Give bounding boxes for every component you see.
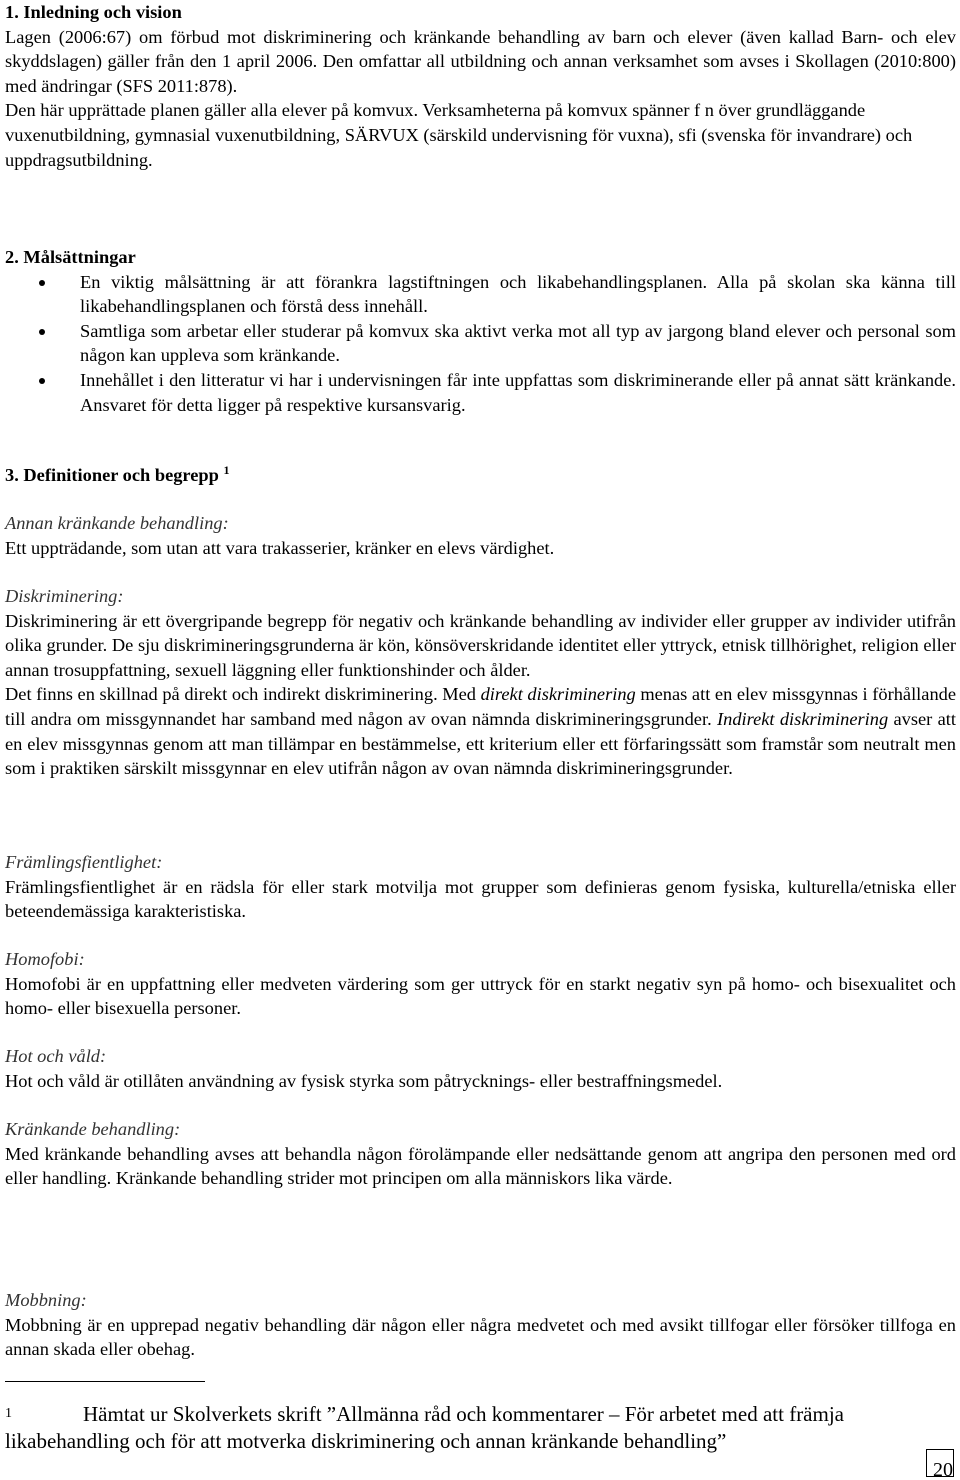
definition-annan-krankande: Ett uppträdande, som utan att vara trakasserier, kränker en elevs värdighet.	[5, 537, 555, 558]
footnote-text: Hämtat ur Skolverkets skrift ”Allmänna råd och kommentarer – För arbetet med att främja likabehandling och för att motverka diskriminering och annan kränkande behandling”	[5, 1402, 844, 1453]
intro-paragraph-law: Lagen (2006:67) om förbud mot diskriminering och kränkande behandling av barn och elever (även kallad Barn- och elev skyddslagen) gäller från den 1 april 2006. Den omfattar all utbildning och annan verksamhet som avses i Skollagen (2010:800) med ändringar (SFS 2011:878).	[5, 26, 956, 96]
definition-framlingsfientlighet: Främlingsfientlighet är en rädsla för eller stark motvilja mot grupper som definieras genom fysiska, kulturella/etniska eller beteendemässiga karakteristiska.	[5, 876, 956, 922]
term-framlingsfientlighet: Främlingsfientlighet:	[5, 852, 163, 872]
goal-item-text: En viktig målsättning är att förankra lagstiftningen och likabehandlingsplanen. Alla på skolan ska känna till likabehandlingsplanen och förstå dess innehåll.	[80, 271, 956, 317]
types-text-a: Det finns en skillnad på direkt och indirekt diskriminering. Med	[5, 684, 481, 705]
bullet-icon	[39, 378, 45, 384]
intro-paragraph-scope: Den här upprättade planen gäller alla elever på komvux. Verksamheterna på komvux spänner f n över grundläggande vuxenutbildning, gymnasial vuxenutbildning, SÄRVUX (särskild undervisning för vuxna), sfi (svenska för invandrare) och uppdragsutbildning.	[5, 100, 913, 170]
bullet-icon	[39, 280, 45, 286]
section-heading-goals: 2. Målsättningar	[5, 247, 136, 267]
term-diskriminering: Diskriminering:	[5, 586, 124, 606]
term-mobbning: Mobbning:	[5, 1290, 87, 1310]
term-homofobi: Homofobi:	[5, 949, 85, 969]
term-annan-krankande: Annan kränkande behandling:	[5, 513, 229, 533]
goal-item	[5, 368, 956, 417]
definition-homofobi: Homofobi är en uppfattning eller medveten värdering som ger uttryck för en starkt negativ syn på homo- och bisexualitet och homo- eller bisexuella personer.	[5, 973, 956, 1019]
section-heading-definitions	[5, 463, 956, 488]
term-krankande-behandling: Kränkande behandling:	[5, 1119, 181, 1139]
definition-diskriminering: Diskriminering är ett övergripande begrepp för negativ och kränkande behandling av individer eller grupper av individer utifrån olika grunder. De sju diskrimineringsgrunderna är kön, könsöverskridande identitet eller yttryck, etnisk tillhörighet, religion eller annan trosuppfattning, sexuell läggning eller funktionshinder och ålder.	[5, 610, 956, 680]
term-direkt-diskriminering: direkt diskriminering	[480, 684, 636, 705]
goal-item-text: Samtliga som arbetar eller studerar på komvux ska aktivt verka mot all typ av jargong bland elever och personal som någon kan uppleva som kränkande.	[80, 320, 956, 366]
term-hot-och-vald: Hot och våld:	[5, 1046, 107, 1066]
bullet-icon	[39, 329, 45, 335]
term-indirekt-diskriminering: Indirekt diskriminering	[717, 708, 889, 729]
goal-item	[5, 319, 956, 368]
types-text-c: avser att en elev missgynnas genom att man tillämpar en bestämmelse, ett kriterium eller ett förfaringssätt som framstår som neutralt men som i praktiken särskilt missgynnar en elev utifrån någon av ovan nämnda diskrimineringsgrunder.	[5, 708, 956, 779]
definitions-heading-text: 3. Definitioner och begrepp	[5, 465, 219, 485]
footnote: 1 Hämtat ur Skolverkets skrift ”Allmänna råd och kommentarer – För arbetet med att främja likabehandling och för att motverka diskriminering och annan kränkande behandling”	[5, 1402, 844, 1453]
goal-item	[5, 270, 956, 319]
section-heading-intro: 1. Inledning och vision	[5, 2, 182, 22]
definition-hot-och-vald: Hot och våld är otillåten användning av fysisk styrka som påtrycknings- eller bestraffningsmedel.	[5, 1070, 723, 1091]
definition-mobbning: Mobbning är en upprepad negativ behandling där någon eller några medvetet och med avsikt tillfogar eller försöker tillfoga en annan skada eller obehag.	[5, 1314, 956, 1360]
goal-item-text: Innehållet i den litteratur vi har i undervisningen får inte uppfattas som diskriminerande eller på annat sätt kränkande. Ansvaret för detta ligger på respektive kursansvarig.	[80, 369, 956, 415]
types-text-b: menas att en elev missgynnas i förhållande till andra om missgynnandet har samband med någon av ovan nämnda diskrimineringsgrunder.	[5, 684, 957, 729]
definition-krankande-behandling: Med kränkande behandling avses att behandla någon förolämpande eller nedsättande genom att angripa den personen med ord eller handling. Kränkande behandling strider mot principen om alla människors lika värde.	[5, 1143, 956, 1189]
definition-diskriminering-types	[5, 682, 956, 780]
footnote-separator	[5, 1381, 205, 1382]
goals-list	[5, 270, 956, 418]
page-number: 20	[926, 1449, 954, 1477]
footnote-reference: 1	[223, 463, 230, 477]
